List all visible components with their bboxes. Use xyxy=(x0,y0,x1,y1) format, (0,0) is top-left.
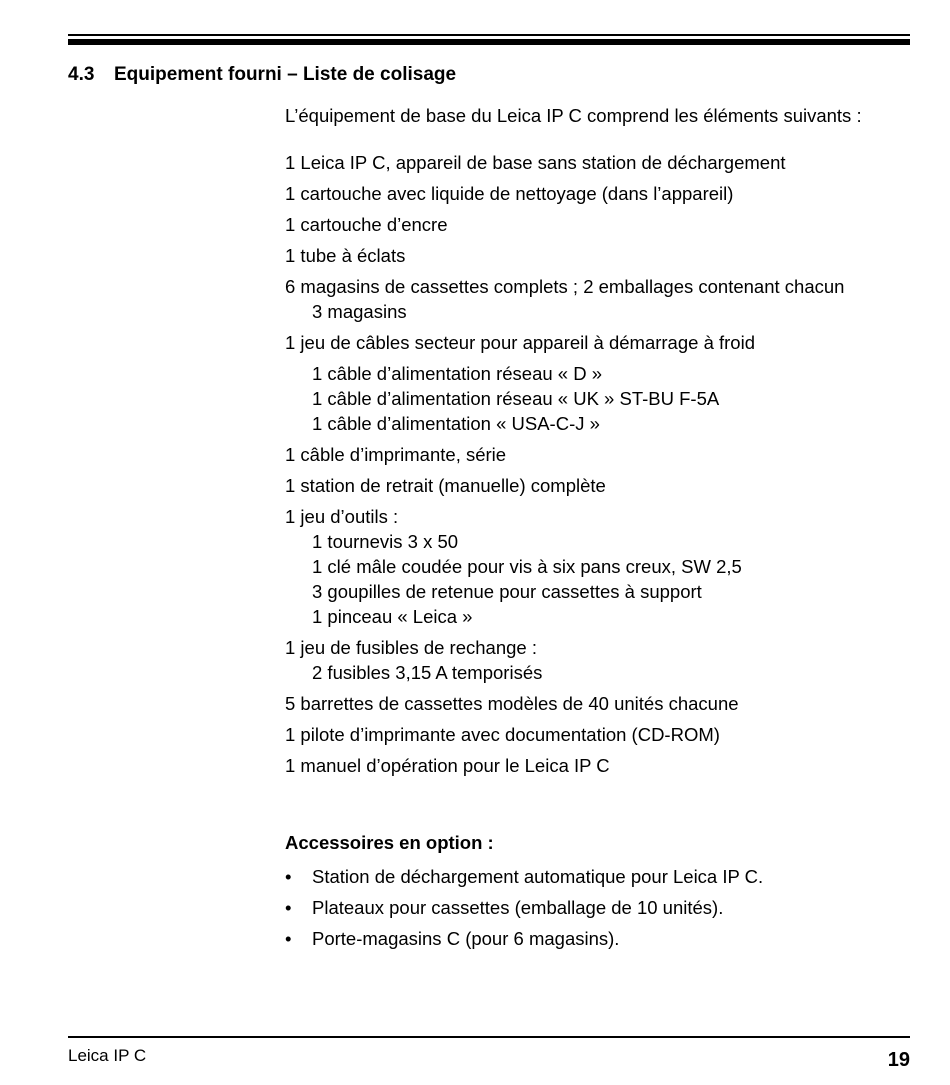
header-rule-thin xyxy=(68,34,910,36)
list-item-text: 1 cartouche avec liquide de nettoyage (dans l’appareil) xyxy=(285,183,734,204)
accessory-item xyxy=(285,895,763,920)
list-item-text: 6 magasins de cassettes complets ; 2 emballages contenant chacun xyxy=(285,276,845,297)
list-sub-item: 1 pinceau « Leica » xyxy=(312,606,473,627)
list-sub-item: 3 goupilles de retenue pour cassettes à support xyxy=(312,581,702,602)
list-item xyxy=(285,442,905,467)
list-item xyxy=(285,473,905,498)
list-item xyxy=(285,243,905,268)
accessory-item xyxy=(285,864,763,889)
list-item-text: 1 jeu de fusibles de rechange : xyxy=(285,637,537,658)
bullet-icon: • xyxy=(285,928,292,949)
list-item-text: 1 cartouche d’encre xyxy=(285,214,448,235)
list-sub-item: 3 magasins xyxy=(312,301,407,322)
accessory-text: Plateaux pour cassettes (emballage de 10 unités). xyxy=(312,897,724,918)
bullet-icon: • xyxy=(285,866,292,887)
list-item xyxy=(285,753,905,778)
list-item xyxy=(285,691,905,716)
list-item xyxy=(285,181,905,206)
list-item xyxy=(285,274,905,324)
list-item-text: 1 Leica IP C, appareil de base sans station de déchargement xyxy=(285,152,786,173)
accessories-list xyxy=(285,864,763,957)
list-sub-item: 1 tournevis 3 x 50 xyxy=(312,531,459,552)
list-item xyxy=(285,150,905,175)
list-item xyxy=(285,330,905,436)
list-item-text: 1 pilote d’imprimante avec documentation (CD-ROM) xyxy=(285,724,720,745)
list-item xyxy=(285,722,905,747)
section-intro: L’équipement de base du Leica IP C comprend les éléments suivants : xyxy=(285,105,862,126)
list-item-text: 1 manuel d’opération pour le Leica IP C xyxy=(285,755,610,776)
list-item xyxy=(285,504,905,629)
accessory-text: Station de déchargement automatique pour Leica IP C. xyxy=(312,866,764,887)
list-sub-item: 1 câble d’alimentation « USA-C-J » xyxy=(312,413,600,434)
accessory-text: Porte-magasins C (pour 6 magasins). xyxy=(312,928,620,949)
footer-rule xyxy=(68,1036,910,1038)
list-item-text: 1 jeu d’outils : xyxy=(285,506,399,527)
list-item xyxy=(285,635,905,685)
list-item-text: 5 barrettes de cassettes modèles de 40 unités chacune xyxy=(285,693,739,714)
list-item xyxy=(285,212,905,237)
section-number: 4.3 xyxy=(68,64,95,85)
accessories-heading: Accessoires en option : xyxy=(285,832,494,853)
packing-list xyxy=(285,150,905,784)
list-item-text: 1 jeu de câbles secteur pour appareil à démarrage à froid xyxy=(285,332,755,353)
bullet-icon: • xyxy=(285,897,292,918)
list-item-text: 1 station de retrait (manuelle) complète xyxy=(285,475,606,496)
list-item-text: 1 tube à éclats xyxy=(285,245,406,266)
list-item-text: 1 câble d’imprimante, série xyxy=(285,444,507,465)
accessory-item xyxy=(285,926,763,951)
list-sub-item: 2 fusibles 3,15 A temporisés xyxy=(312,662,543,683)
page-number: 19 xyxy=(887,1049,910,1071)
list-sub-item: 1 câble d’alimentation réseau « UK » ST-BU F-5A xyxy=(312,388,720,409)
list-sub-item: 1 clé mâle coudée pour vis à six pans creux, SW 2,5 xyxy=(312,556,742,577)
footer-product-name: Leica IP C xyxy=(68,1046,147,1065)
section-title: Equipement fourni – Liste de colisage xyxy=(114,64,457,85)
header-rule-thick xyxy=(68,39,910,45)
list-sub-item: 1 câble d’alimentation réseau « D » xyxy=(312,363,603,384)
